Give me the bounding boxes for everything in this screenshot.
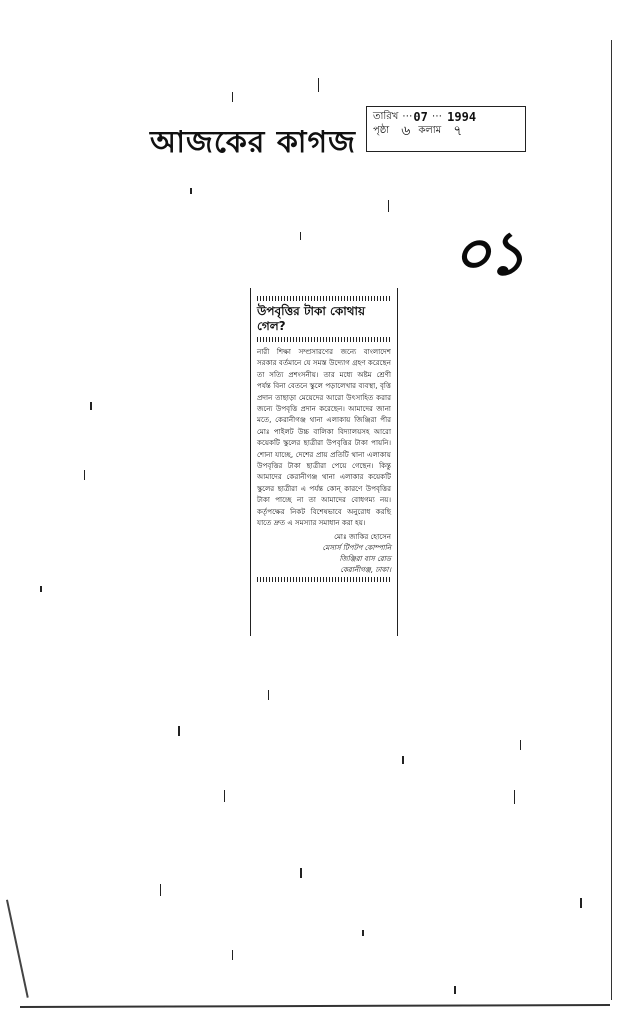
stamp-dots: ⋯ xyxy=(427,111,448,122)
stamp-column-label: কলাম xyxy=(418,125,442,136)
stamp-year: 1994 xyxy=(447,110,477,124)
stamp-date-value: 07 xyxy=(413,110,428,124)
stamp-column-value: ৭ xyxy=(453,123,463,139)
scan-speck xyxy=(520,740,521,750)
archive-stamp xyxy=(366,106,526,152)
scan-speck xyxy=(300,232,301,240)
scan-speck xyxy=(178,726,180,736)
signature-line-3: কেরানীগঞ্জ, ঢাকা। xyxy=(340,564,391,574)
signature-line-2: জিঞ্জিরা বাস রোড xyxy=(339,553,391,563)
signature-line-1: মেসার্স টিপটপ কোম্পানি xyxy=(322,542,391,552)
scan-speck xyxy=(268,690,269,700)
stamp-page-label: পৃষ্ঠা xyxy=(373,125,390,136)
clipping-signature xyxy=(257,531,391,575)
clipping-body: নারী শিক্ষা সম্প্রসারণের জন্যে বাংলাদেশ সরকার বর্তমানে যে সমস্ত উদ্যোগ গ্রহণ করেছেন তা সত্যি প্রশংসনীয়। তার মধ্যে অষ্টম শ্রেণী পর্যন্ত বিনা বেতনে স্কুলে পড়ালেখার ব্যবস্থা, বৃত্তি প্রদান তাছাড়া মেয়েদের আরো উৎসাহিত করার জন্যে উপবৃত্তি প্রদান করেছেন। আমাদের জানা মতে, কেরানীগঞ্জ থানা এলাকায় জিঞ্জিরা পীর মোঃ পাইলট উচ্চ বালিকা বিদ্যালয়সহ আরো কয়েকটি স্কুলের ছাত্রীরা উপবৃত্তির টাকা পায়নি। শোনা যাচ্ছে, দেশের প্রায় প্রতিটি থানা এলাকায় উপবৃত্তির টাকা ছাত্রীরা পেয়ে গেছেন। কিন্তু আমাদের কেরানীগঞ্জ থানা এলাকার কয়েকটি স্কুলের ছাত্রীরা এ পর্যন্ত কোন্ কারণে উপবৃত্তির টাকা পাচ্ছে না তা আমাদের বোধগম্য নয়। কর্তৃপক্ষের নিকট বিশেষভাবে অনুরোধ করছি যাতে দ্রুত এ সমস্যার সমাধান করা হয়। xyxy=(257,347,391,528)
scan-speck xyxy=(160,884,161,896)
stamp-page-row xyxy=(373,124,519,138)
scan-edge-bottom xyxy=(20,1003,610,1007)
scan-speck xyxy=(388,200,389,212)
scan-speck xyxy=(84,470,85,480)
scan-speck xyxy=(402,756,404,764)
stamp-page-value: ৬ xyxy=(401,123,411,139)
scan-edge-corner xyxy=(6,900,28,998)
scan-speck xyxy=(90,402,92,410)
scan-speck xyxy=(232,92,233,102)
scan-speck xyxy=(190,188,192,194)
scan-speck xyxy=(40,586,42,592)
scan-edge-right xyxy=(611,40,613,1000)
stamp-date-row xyxy=(373,110,519,124)
newspaper-masthead: আজকের কাগজ xyxy=(150,125,357,160)
clipping-headline-rule xyxy=(257,337,391,342)
clipping-headline: উপবৃত্তির টাকা কোথায় গেল? xyxy=(257,304,366,333)
handwritten-page-number: ০১ xyxy=(452,219,522,289)
scan-speck xyxy=(362,930,364,936)
clipping-bottom-rule xyxy=(257,577,391,582)
scan-speck xyxy=(580,898,582,908)
newspaper-clipping xyxy=(250,288,398,636)
clipping-top-rule xyxy=(257,296,391,301)
scan-speck xyxy=(318,78,319,92)
signature-name: মোঃ জাকির হোসেন xyxy=(334,531,391,541)
stamp-date-label: তারিখ xyxy=(373,111,399,122)
stamp-dots: ⋯ xyxy=(402,111,414,122)
scan-speck xyxy=(232,950,233,960)
scan-speck xyxy=(224,790,225,802)
scan-speck xyxy=(300,868,302,878)
scan-speck xyxy=(514,790,515,804)
scan-speck xyxy=(454,986,456,994)
